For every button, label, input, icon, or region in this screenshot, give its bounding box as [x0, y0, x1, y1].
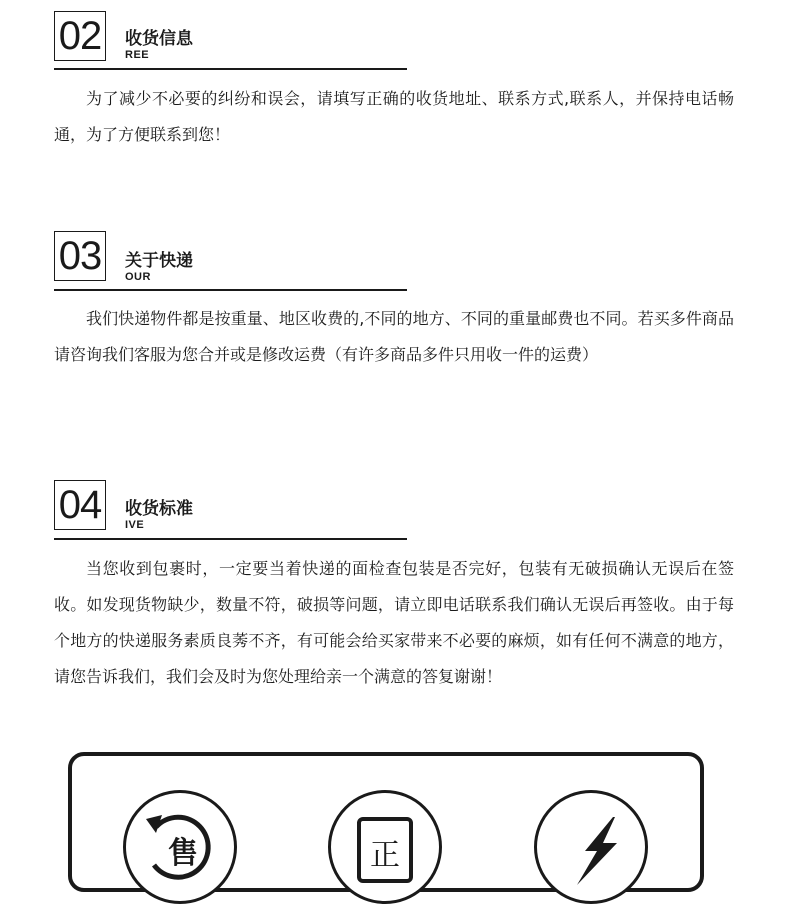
after-sale-icon: [123, 790, 237, 904]
genuine-icon: [328, 790, 442, 904]
section-title: 关于快递: [125, 251, 193, 271]
section-subtitle: REE: [125, 49, 150, 61]
section-subtitle: OUR: [125, 271, 151, 283]
section-body: 为了减少不必要的纠纷和误会，请填写正确的收货地址、联系方式,联系人，并保持电话畅通，为了方便联系到您！: [54, 89, 734, 144]
section-subtitle: IVE: [125, 519, 145, 531]
service-badges-panel: [68, 752, 704, 892]
section-title: 收货标准: [125, 499, 193, 519]
section-divider: [54, 289, 407, 291]
section-body: 我们快递物件都是按重量、地区收费的,不同的地方、不同的重量邮费也不同。若买多件商品请咨询我们客服为您合并或是修改运费（有许多商品多件只用收一件的运费）: [54, 309, 734, 364]
fast-shipping-icon: [534, 790, 648, 904]
section-body: 当您收到包裹时，一定要当着快递的面检查包装是否完好，包装有无破损确认无误后在签收。如发现货物缺少，数量不符，破损等问题，请立即电话联系我们确认无误后再签收。由于每个地方的快递服务素质良莠不齐，有可能会给买家带来不必要的麻烦，如有任何不满意的地方，请您告诉我们，我们会及时为您处理给亲一个满意的答复谢谢！: [54, 559, 734, 686]
section-divider: [54, 68, 407, 70]
section-divider: [54, 538, 407, 540]
section-title: 收货信息: [125, 29, 193, 49]
section-number: 03: [54, 231, 106, 281]
genuine-glyph: 正: [370, 838, 400, 873]
after-sale-glyph: 售: [168, 836, 198, 871]
section-number: 04: [54, 480, 106, 530]
section-number: 02: [54, 11, 106, 61]
